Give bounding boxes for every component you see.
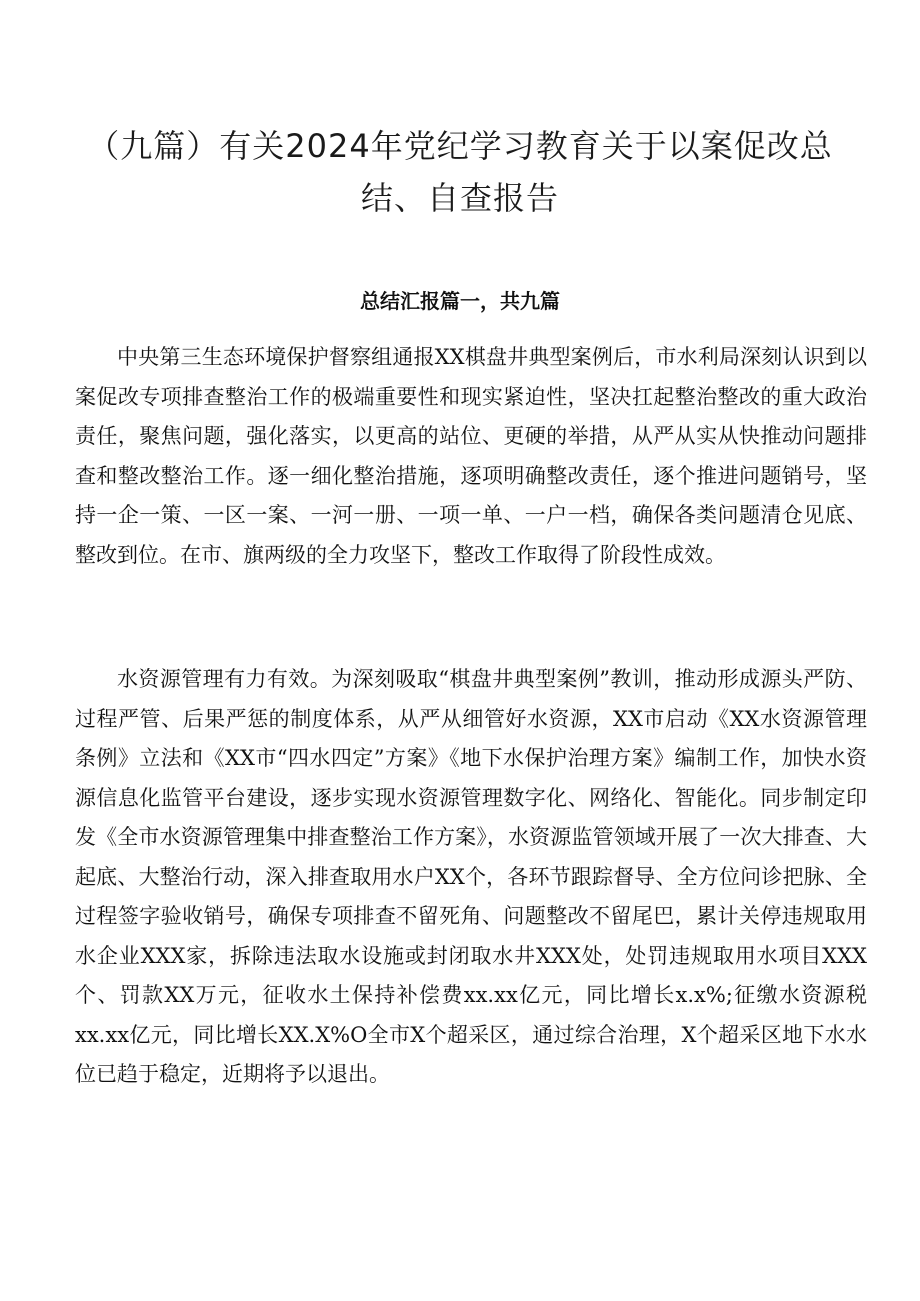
section-heading: 总结汇报篇一，共九篇 (360, 289, 560, 313)
document-title (60, 120, 860, 224)
document-title-line-1: （九篇）有关2024年党纪学习教育关于以案促改总 (87, 127, 833, 165)
body-paragraph-1: 中央第三生态环境保护督察组通报XX棋盘井典型案例后，市水利局深刻认识到以案促改专项排查整治工作的极端重要性和现实紧迫性，坚决扛起整治整改的重大政治责任，聚焦问题，强化落实，以更高的站位、更硬的举措，从严从实从快推动问题排查和整改整治工作。逐一细化整治措施，逐项明确整改责任，逐个推进问题销号，坚持一企一策、一区一案、一河一册、一项一单、一户一档，确保各类问题清仓见底、整改到位。在市、旗两级的全力攻坚下，整改工作取得了阶段性成效。 (75, 345, 867, 567)
body-paragraph-2: 水资源管理有力有效。为深刻吸取“棋盘井典型案例”教训，推动形成源头严防、过程严管、后果严惩的制度体系，从严从细管好水资源，XX市启动《XX水资源管理条例》立法和《XX市“四水四定”方案》《地下水保护治理方案》编制工作，加快水资源信息化监管平台建设，逐步实现水资源管理数字化、网络化、智能化。同步制定印发《全市水资源管理集中排查整治工作方案》，水资源监管领域开展了一次大排查、大起底、大整治行动，深入排查取用水户XX个，各环节跟踪督导、全方位问诊把脉、全过程签字验收销号，确保专项排查不留死角、问题整改不留尾巴，累计关停违规取用水企业XXX家，拆除违法取水设施或封闭取水井XXX处，处罚违规取用水项目XXX个、罚款XX万元，征收水土保持补偿费xx.xx亿元，同比增长x.x%;征缴水资源税xx.xx亿元，同比增长XX.X%O全市X个超采区，通过综合治理，X个超采区地下水水位已趋于稳定，近期将予以退出。 (75, 667, 867, 1086)
document-title-line-2: 结、自查报告 (360, 179, 559, 217)
